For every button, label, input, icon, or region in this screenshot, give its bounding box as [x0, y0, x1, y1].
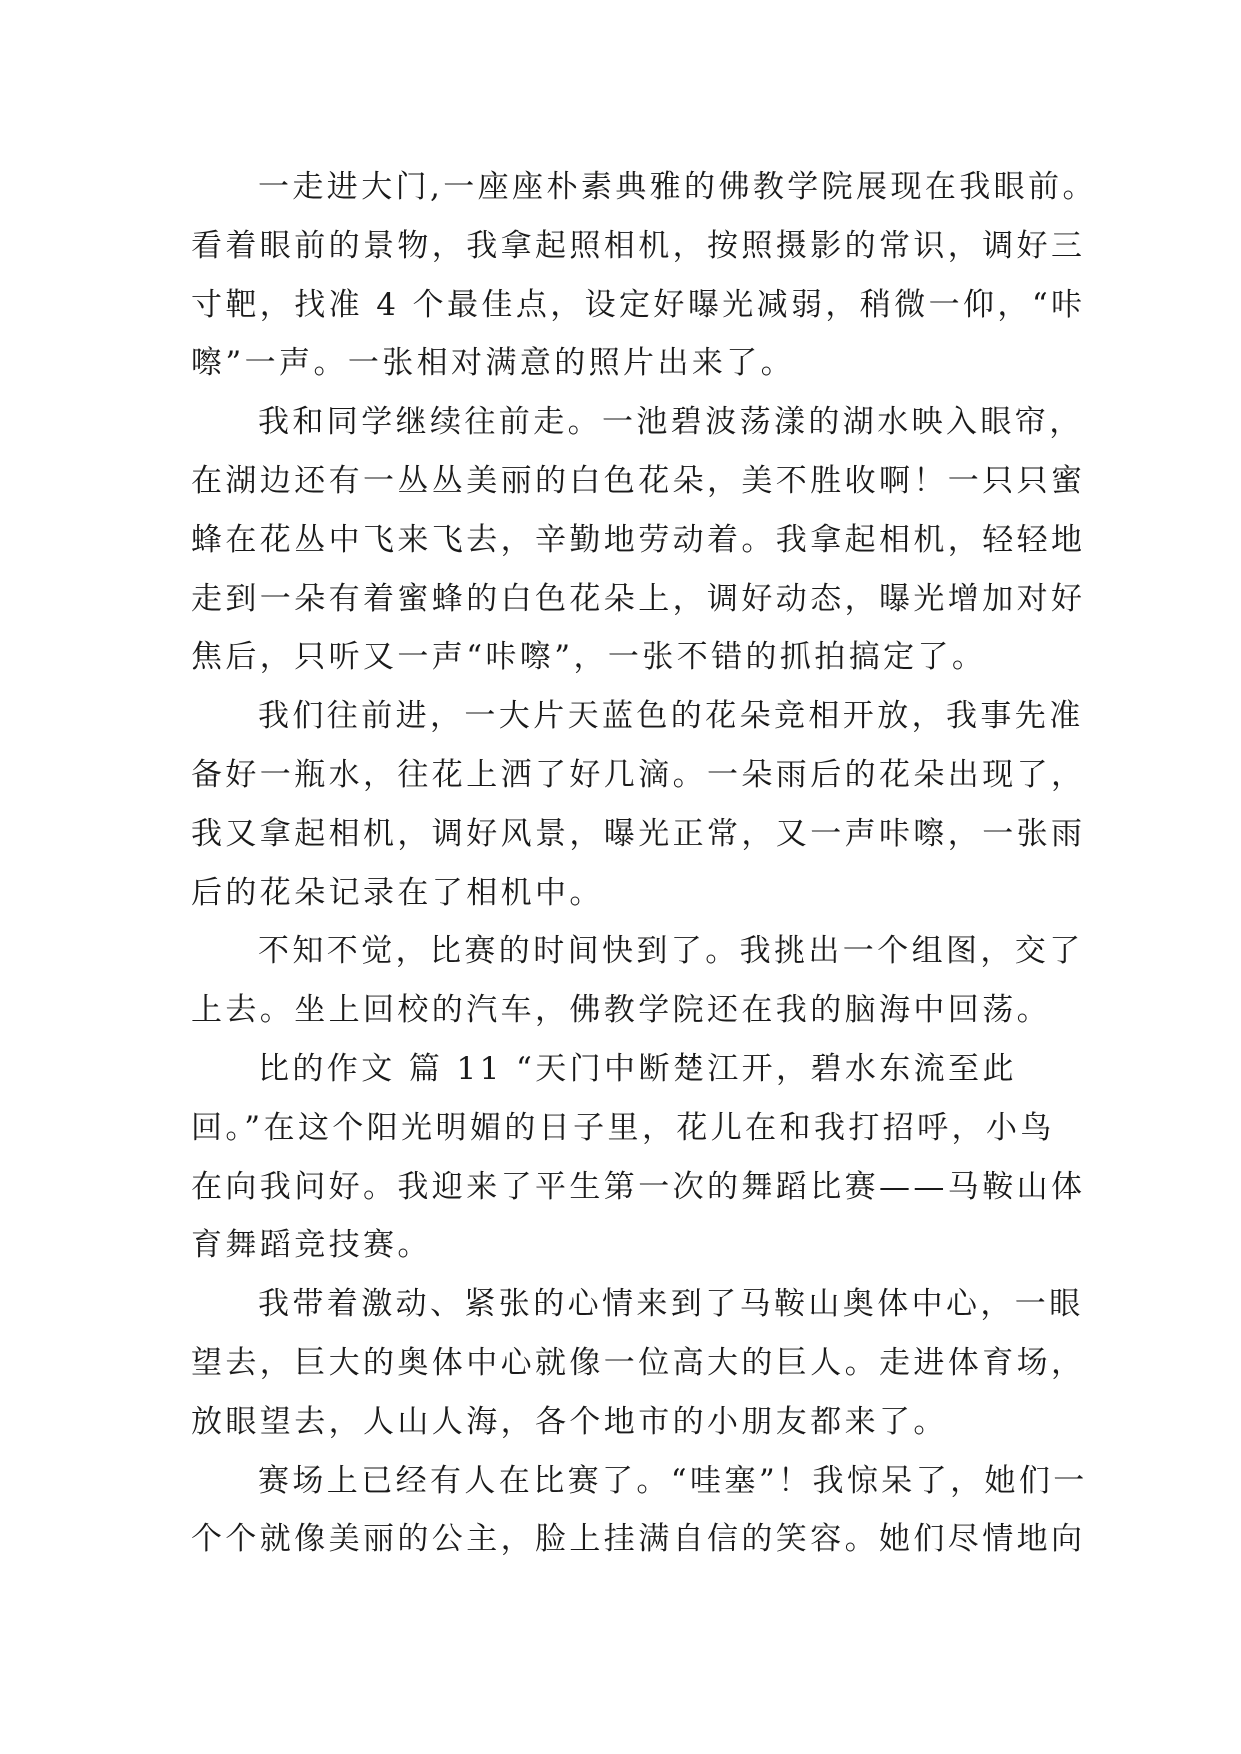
text-line: 个个就像美丽的公主，脸上挂满自信的笑容。她们尽情地向 [191, 1521, 1086, 1558]
text-line: 上去。坐上回校的汽车，佛教学院还在我的脑海中回荡。 [191, 992, 1051, 1029]
text-line: 回。”在这个阳光明媚的日子里，花儿在和我打招呼，小鸟 [191, 1109, 1055, 1146]
text-line: 在向我问好。我迎来了平生第一次的舞蹈比赛——马鞍山体 [191, 1168, 1086, 1205]
text-line: 备好一瓶水，往花上洒了好几滴。一朵雨后的花朵出现了， [191, 756, 1086, 793]
text-line: 我和同学继续往前走。一池碧波荡漾的湖水映入眼帘， [258, 404, 1084, 441]
text-line: 不知不觉，比赛的时间快到了。我挑出一个组图，交了 [258, 933, 1084, 970]
text-line: 我们往前进，一大片天蓝色的花朵竞相开放，我事先准 [258, 698, 1084, 735]
text-line: 放眼望去，人山人海，各个地市的小朋友都来了。 [191, 1403, 948, 1440]
text-line: 焦后，只听又一声“咔嚓”，一张不错的抓拍搞定了。 [191, 639, 987, 676]
text-line: 看着眼前的景物，我拿起照相机，按照摄影的常识，调好三 [191, 227, 1086, 264]
text-line: 走到一朵有着蜜蜂的白色花朵上，调好动态，曝光增加对好 [191, 580, 1086, 617]
text-line: 育舞蹈竞技赛。 [191, 1227, 432, 1264]
text-line: 寸靶，找准 4 个最佳点，设定好曝光减弱，稍微一仰，“咔 [191, 286, 1086, 323]
text-line: 在湖边还有一丛丛美丽的白色花朵，美不胜收啊！一只只蜜 [191, 462, 1086, 499]
text-line: 一走进大门,一座座朴素典雅的佛教学院展现在我眼前。 [258, 169, 1097, 205]
text-line: 我又拿起相机，调好风景，曝光正常，又一声咔嚓，一张雨 [191, 815, 1086, 852]
text-line: 嚓”一声。一张相对满意的照片出来了。 [191, 345, 796, 382]
text-line: 望去，巨大的奥体中心就像一位高大的巨人。走进体育场， [191, 1344, 1086, 1381]
essay-body [191, 158, 1097, 1569]
text-line: 蜂在花丛中飞来飞去，辛勤地劳动着。我拿起相机，轻轻地 [191, 521, 1086, 558]
section-heading-line: 比的作文 篇 11 “天门中断楚江开，碧水东流至此 [258, 1050, 1017, 1087]
text-line: 我带着激动、紧张的心情来到了马鞍山奥体中心，一眼 [258, 1286, 1084, 1323]
text-line: 赛场上已经有人在比赛了。“哇塞”！我惊呆了，她们一 [258, 1462, 1088, 1499]
text-line: 后的花朵记录在了相机中。 [191, 874, 604, 911]
